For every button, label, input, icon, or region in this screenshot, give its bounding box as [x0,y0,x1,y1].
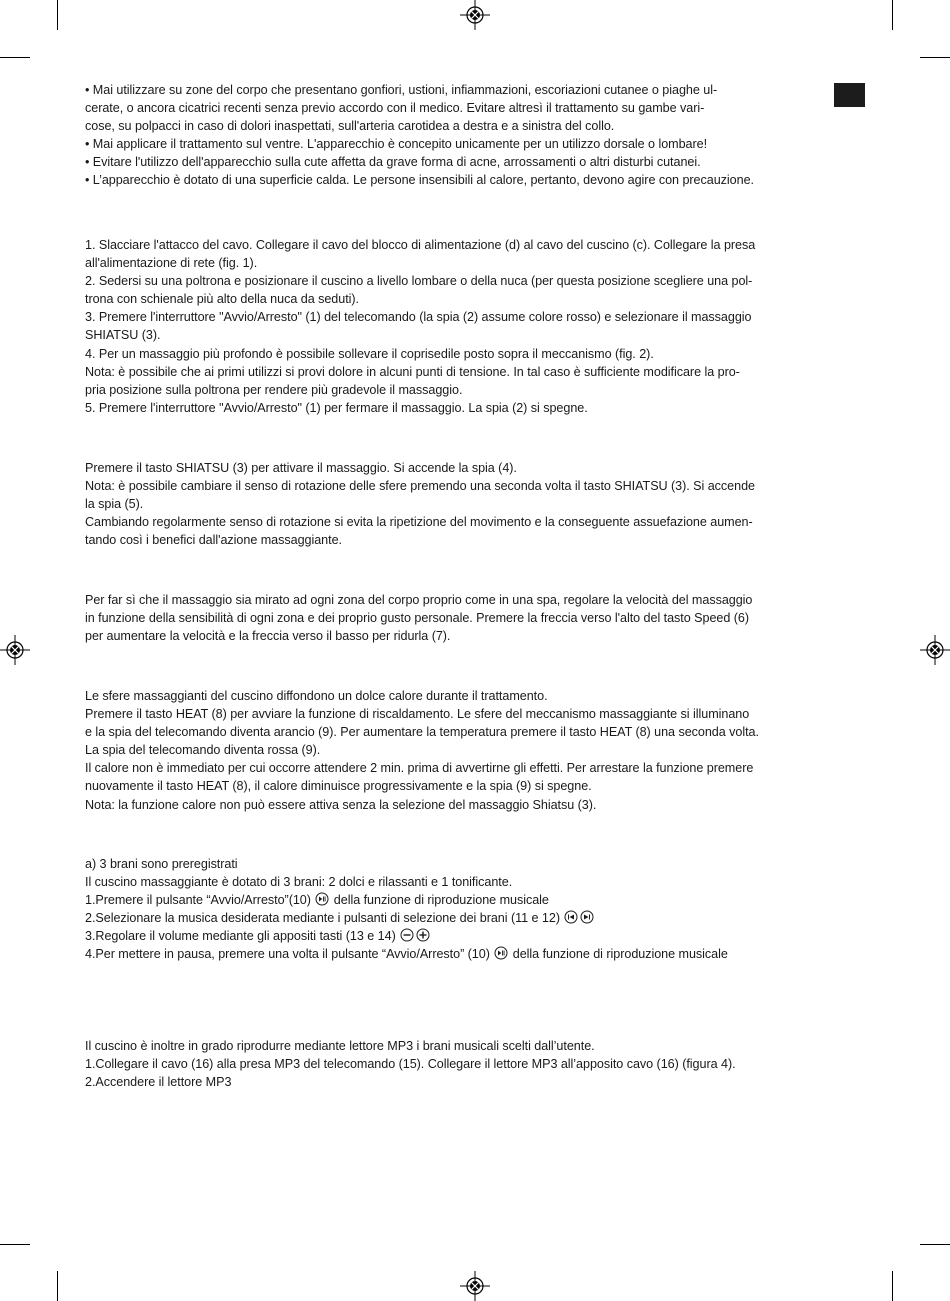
registration-mark-icon [920,635,950,665]
text-line: Cambiando regolarmente senso di rotazione si evita la ripetizione del movimento e la conseguente assuefazione aumen- [85,515,753,530]
text-fragment: della funzione di riproduzione musicale [330,893,549,908]
text-line: Premere il tasto SHIATSU (3) per attivare il massaggio. Si accende la spia (4). [85,461,517,475]
text-line: cerate, o ancora cicatrici recenti senza previo accordo con il medico. Evitare altresì il trattamento su gambe vari- [85,101,705,116]
text-line: La spia del telecomando diventa rossa (9). [85,743,321,758]
registration-mark-icon [460,1271,490,1301]
next-track-icon [580,910,594,924]
crop-mark [892,0,893,30]
heat-section [85,687,870,814]
registration-mark-icon [0,635,30,665]
text-fragment: 2.Selezionare la musica desiderata mediante i pulsanti di selezione dei brani (11 e 12) [85,911,564,926]
text-line: Premere il tasto HEAT (8) per avviare la funzione di riscaldamento. Le sfere del meccanismo massaggiante si illuminano [85,707,750,722]
speed-section [85,591,870,645]
text-line: per aumentare la velocità e la freccia verso il basso per ridurla (7). [85,629,451,644]
crop-mark [57,0,58,30]
text-line: 3. Premere l'interruttore "Avvio/Arresto" (1) del telecomando (la spia (2) assume colore rosso) e selezionare il massaggio [85,310,752,325]
text-fragment: 3.Regolare il volume mediante gli appositi tasti (13 e 14) [85,929,400,944]
text-line: Il cuscino è inoltre in grado riprodurre mediante lettore MP3 i brani musicali scelti dall’utente. [85,1039,595,1053]
text-line: a) 3 brani sono preregistrati [85,857,238,871]
text-line: Per far sì che il massaggio sia mirato ad ogni zona del corpo proprio come in una spa, regolare la velocità del massaggio [85,593,753,607]
mp3-section [85,1037,870,1091]
safety-notes [85,81,870,190]
text-fragment: della funzione di riproduzione musicale [509,947,728,962]
crop-mark [892,1271,893,1301]
text-line: trona con schienale più alto della nuca da seduti). [85,292,359,307]
text-line: 4. Per un massaggio più profondo è possibile sollevare il coprisedile posto sopra il meccanismo (fig. 2). [85,346,654,361]
text-line: 1.Collegare il cavo (16) alla presa MP3 del telecomando (15). Collegare il lettore MP3 all’apposito cavo (16) (figura 4). [85,1057,736,1072]
text-line [85,945,870,963]
text-fragment: 4.Per mettere in pausa, premere una volta il pulsante “Avvio/Arresto” (10) [85,947,494,962]
crop-mark [920,57,950,58]
crop-mark [0,1244,30,1245]
text-line: all'alimentazione di rete (fig. 1). [85,256,258,271]
volume-down-icon [400,928,414,942]
text-line: 5. Premere l'interruttore "Avvio/Arresto" (1) per fermare il massaggio. La spia (2) si spegne. [85,400,588,415]
text-line: cose, su polpacci in caso di dolori inaspettati, sull'arteria carotidea a destra e a sinistra del collo. [85,119,615,134]
text-line: Il calore non è immediato per cui occorre attendere 2 min. prima di avvertirne gli effetti. Per arrestare la funzione premere [85,761,754,776]
play-pause-icon [315,892,329,906]
text-line: 2. Sedersi su una poltrona e posizionare il cuscino a livello lombare o della nuca (per questa posizione scegliere una pol- [85,274,753,289]
usage-steps [85,236,870,417]
text-line: Nota: è possibile che ai primi utilizzi si provi dolore in alcuni punti di tensione. In tal caso è sufficiente modificare la pro- [85,364,740,379]
crop-mark [920,1244,950,1245]
text-line: tando così i benefici dall'azione massaggiante. [85,533,342,548]
text-line: Il cuscino massaggiante è dotato di 3 brani: 2 dolci e rilassanti e 1 tonificante. [85,875,513,890]
text-line: Le sfere massaggianti del cuscino diffondono un dolce calore durante il trattamento. [85,689,548,703]
text-line: e la spia del telecomando diventa arancio (9). Per aumentare la temperatura premere il tasto HEAT (8) una seconda volta. [85,725,759,740]
text-line: Nota: è possibile cambiare il senso di rotazione delle sfere premendo una seconda volta il tasto SHIATSU (3). Si accende [85,479,755,494]
text-line [85,927,870,945]
text-line: • Mai utilizzare su zone del corpo che presentano gonfiori, ustioni, infiammazioni, escoriazioni cutanee o piaghe ul- [85,83,718,97]
text-line: Nota: la funzione calore non può essere attiva senza la selezione del massaggio Shiatsu (3). [85,797,597,812]
text-line: SHIATSU (3). [85,328,161,343]
shiatsu-section [85,459,870,549]
crop-mark [0,57,30,58]
text-fragment: 1.Premere il pulsante “Avvio/Arresto”(10) [85,893,315,908]
previous-track-icon [564,910,578,924]
text-line [85,909,870,927]
text-line: pria posizione sulla poltrona per rendere più gradevole il massaggio. [85,382,463,397]
text-line: • L’apparecchio è dotato di una superficie calda. Le persone insensibili al calore, pertanto, devono agire con precauzione. [85,173,754,188]
play-pause-icon [494,946,508,960]
volume-up-icon [416,928,430,942]
text-line [85,891,870,909]
registration-mark-icon [460,0,490,30]
text-line: 1. Slacciare l'attacco del cavo. Collegare il cavo del blocco di alimentazione (d) al cavo del cuscino (c). Collegare la presa [85,238,756,252]
text-line: in funzione della sensibilità di ogni zona e dei proprio gusto personale. Premere la freccia verso l'alto del tasto Speed (6) [85,611,750,626]
crop-mark [57,1271,58,1301]
text-line: la spia (5). [85,497,144,512]
text-line: 2.Accendere il lettore MP3 [85,1075,232,1090]
text-line: • Mai applicare il trattamento sul ventre. L'apparecchio è concepito unicamente per un utilizzo dorsale o lombare! [85,137,708,152]
text-line: nuovamente il tasto HEAT (8), il calore diminuisce progressivamente e la spia (9) si spegne. [85,779,592,794]
music-section [85,855,870,964]
text-line: • Evitare l'utilizzo dell'apparecchio sulla cute affetta da grave forma di acne, arrossamenti o altri disturbi cutanei. [85,155,701,170]
